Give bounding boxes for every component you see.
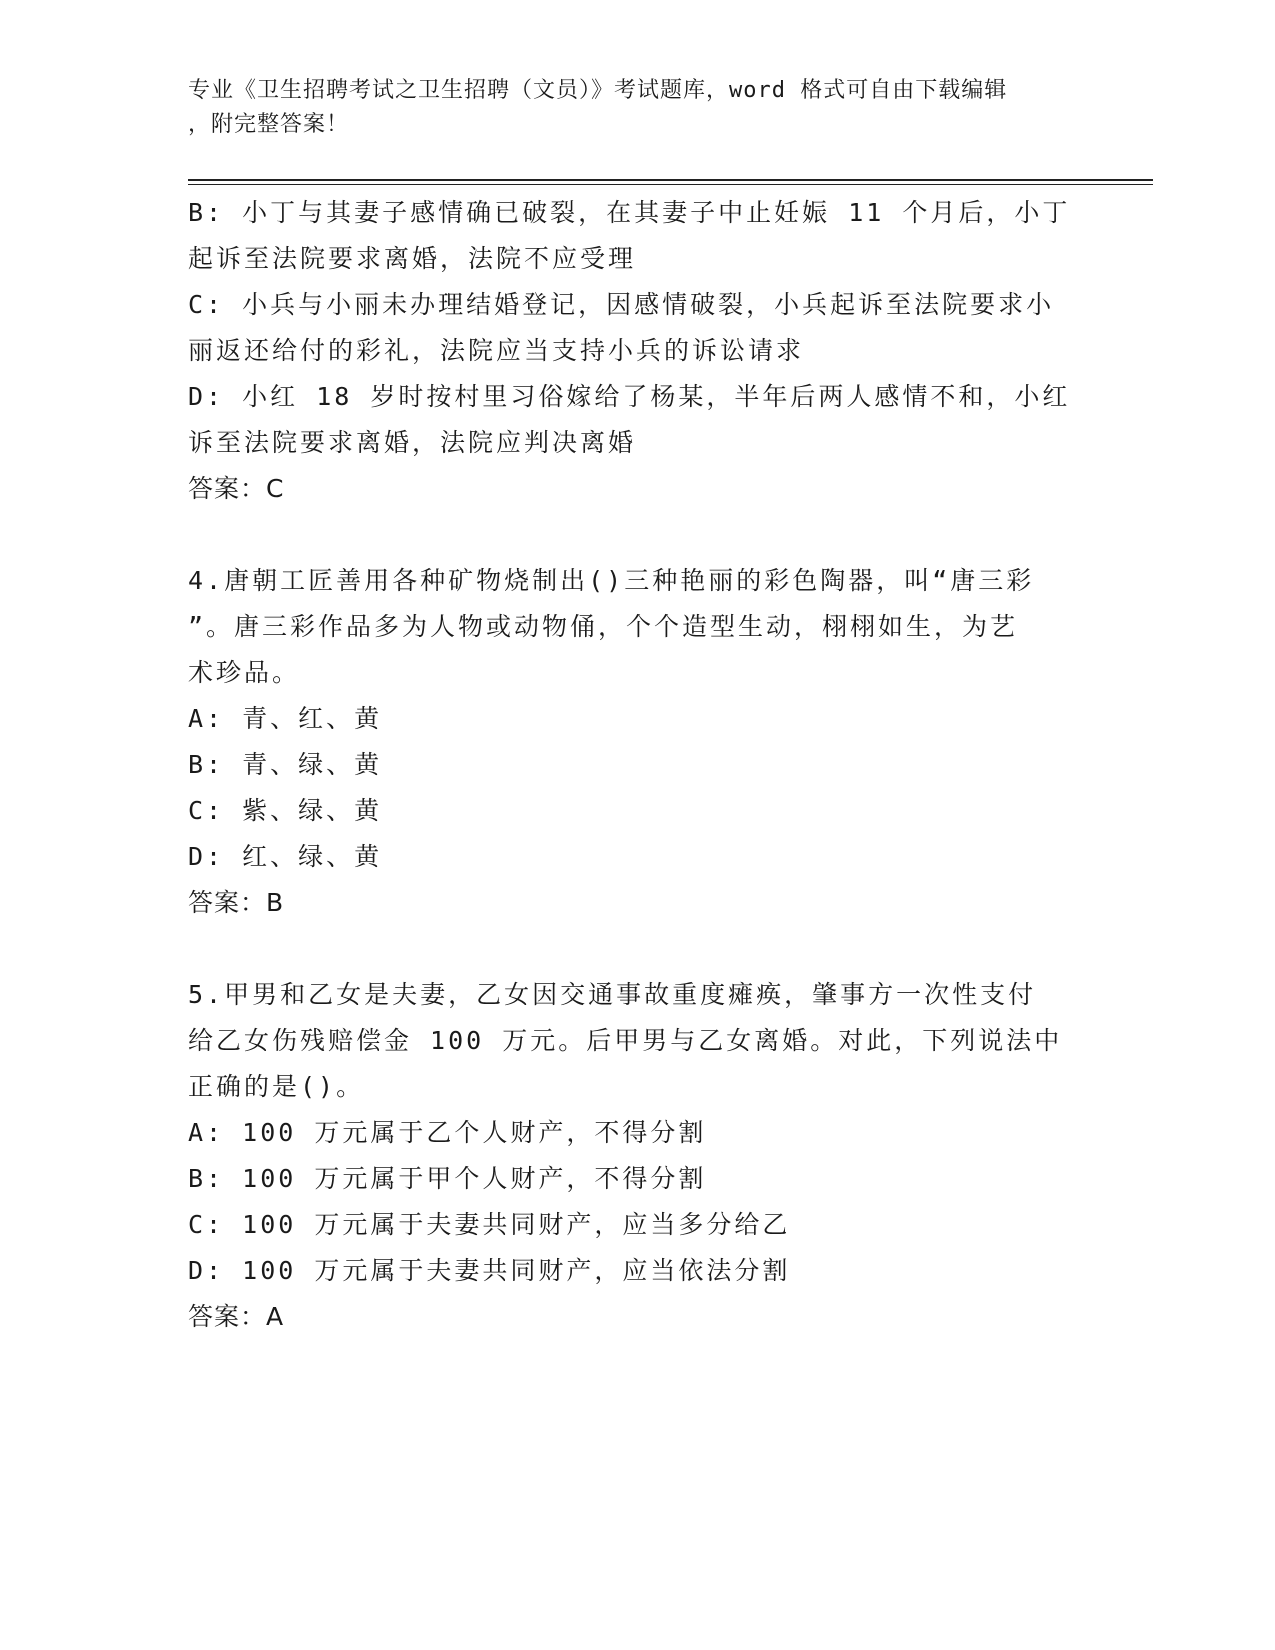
header-line-2: ，附完整答案！ bbox=[188, 112, 350, 137]
q4-answer: 答案：B bbox=[188, 888, 285, 917]
document-header bbox=[188, 74, 1088, 142]
q5-answer: 答案：A bbox=[188, 1302, 285, 1331]
q3-option-c-line-1: C: 小兵与小丽未办理结婚登记，因感情破裂，小兵起诉至法院要求小 bbox=[188, 290, 1055, 319]
header-line-1: 专业《卫生招聘考试之卫生招聘（文员）》考试题库，word 格式可自由下载编辑 bbox=[188, 78, 1008, 103]
header-divider-thin bbox=[188, 184, 1153, 185]
q3-option-b-line-2: 起诉至法院要求离婚，法院不应受理 bbox=[188, 244, 637, 273]
q4-option-d: D: 红、绿、黄 bbox=[188, 842, 383, 871]
q5-stem-line-2: 给乙女伤残赔偿金 100 万元。后甲男与乙女离婚。对此，下列说法中 bbox=[188, 1026, 1063, 1055]
q4-option-b: B: 青、绿、黄 bbox=[188, 750, 383, 779]
q5-stem-line-3: 正确的是()。 bbox=[188, 1072, 365, 1101]
q4-stem-line-3: 术珍品。 bbox=[188, 658, 301, 687]
q3-option-c-line-2: 丽返还给付的彩礼，法院应当支持小兵的诉讼请求 bbox=[188, 336, 805, 365]
q3-answer: 答案：C bbox=[188, 474, 285, 503]
q4-stem-line-2: ”。唐三彩作品多为人物或动物俑，个个造型生动，栩栩如生，为艺 bbox=[188, 612, 1019, 641]
q4-option-a: A: 青、红、黄 bbox=[188, 704, 383, 733]
q3-option-b-line-1: B: 小丁与其妻子感情确已破裂，在其妻子中止妊娠 11 个月后，小丁 bbox=[188, 198, 1071, 227]
question-3 bbox=[188, 190, 1071, 512]
q5-option-b: B: 100 万元属于甲个人财产，不得分割 bbox=[188, 1164, 707, 1193]
q5-stem-line-1: 5.甲男和乙女是夫妻，乙女因交通事故重度瘫痪，肇事方一次性支付 bbox=[188, 980, 1037, 1009]
document-body bbox=[188, 190, 1071, 1340]
spacer bbox=[188, 926, 1068, 972]
q3-option-d-line-2: 诉至法院要求离婚，法院应判决离婚 bbox=[188, 428, 637, 457]
q5-option-d: D: 100 万元属于夫妻共同财产，应当依法分割 bbox=[188, 1256, 791, 1285]
question-5 bbox=[188, 972, 1068, 1340]
q5-option-a: A: 100 万元属于乙个人财产，不得分割 bbox=[188, 1118, 707, 1147]
spacer bbox=[188, 512, 1068, 558]
q4-stem-line-1: 4.唐朝工匠善用各种矿物烧制出()三种艳丽的彩色陶器，叫“唐三彩 bbox=[188, 566, 1035, 595]
q3-option-d-line-1: D: 小红 18 岁时按村里习俗嫁给了杨某，半年后两人感情不和，小红 bbox=[188, 382, 1071, 411]
header-divider-thick bbox=[188, 179, 1153, 181]
q5-option-c: C: 100 万元属于夫妻共同财产，应当多分给乙 bbox=[188, 1210, 791, 1239]
question-4 bbox=[188, 558, 1068, 926]
q4-option-c: C: 紫、绿、黄 bbox=[188, 796, 383, 825]
